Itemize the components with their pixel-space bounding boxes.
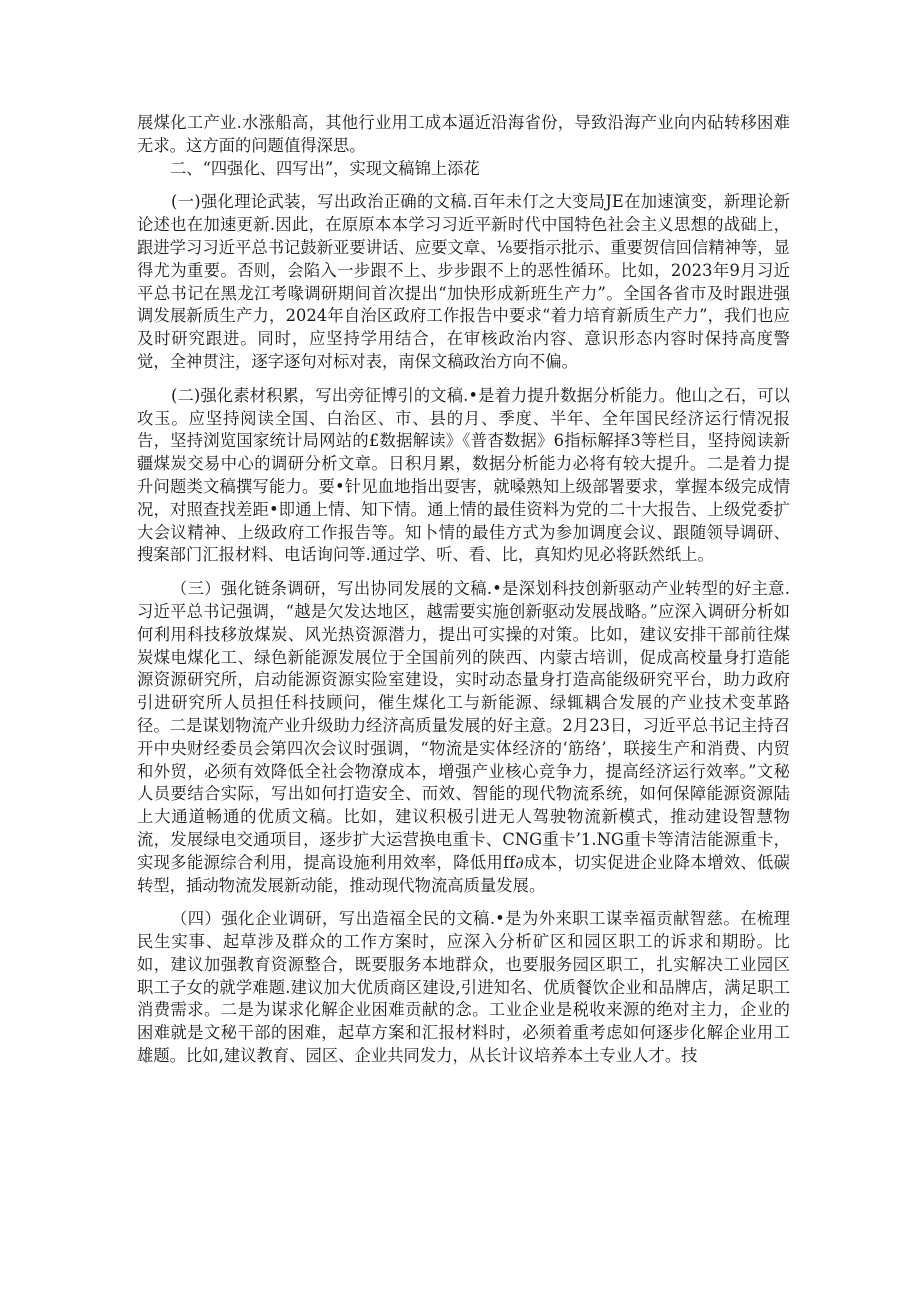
section-heading: 二、“四强化、四写出”，实现文稿锦上添花	[170, 158, 480, 178]
paragraph-materials: (二)强化素材积累，写出旁征博引的文稿.•是着力提升数据分析能力。他山之石，可以攻玉。应坚持阅读全国、白治区、市、县的月、季度、半年、全年国民经济运行情况报告，坚持浏览国家统计局网站的£数据解读》《普杳数据》6指标解择3等栏目，坚持阅读新疆煤炭交易中心的调研分析文章。日积月累，数据分析能力必将有较大提升。二是着力提升问题类文稿撰写能力。要•针见血地指出耍害，就嗓熟知上级部署要求，掌握本级完成情况，对照查找差距•即通上情、知下情。通上情的最佳资料为党的二十大报告、上级党委扩大会议精神、上级政府工作报告等。知卜情的最佳方式为参加调度会议、跟随领导调研、搜案部门汇报材料、电话询问等.通过学、听、看、比，真知灼见必将跃然纸上。	[137, 385, 790, 565]
paragraph-continuation: 展煤化工产业.水涨船高，其他行业用工成本逼近沿海省份，导致沿海产业向内砧转移困难无求。这方面的问题值得深思。	[137, 113, 790, 155]
paragraph-enterprise-research: （四）强化企业调研，写出造福全民的文稿.•是为外来职工谋幸福贡献智慈。在梳理民生实事、起草涉及群众的工作方案时，应深入分析矿区和园区职工的诉求和期盼。比如，建议加强教育资源整合，既要服务本地群众，也要服务园区职工，扎实解决工业园区职工子女的就学难题.建议加大优质商区建设,引进知名、优质餐饮企业和品牌店，满足职工消费需求。二是为谋求化解企业困难贡献的念。工业企业是税收来源的绝对主力，企业的困难就是文秘干部的困难，起草方案和汇报材料时，必须着重考虑如何逐步化解企业用工雄题。比如,建议教育、园区、企业共同发力，从长计议培养本土专业人才。技	[137, 909, 790, 1066]
document-page	[137, 112, 790, 1068]
paragraph-research-chain: （三）强化链条调研，写出协同发展的文稿.•是深划科技创新驱动产业转型的好主意.习近平总书记强调，“越是欠发达地区，越需要实施创新驱动发展战略。”应深入调研分析如何利用科技移放煤炭、风光热资源潜力，提出可实操的对策。比如，建议安排干部前往煤炭煤电煤化工、绿色新能源发展位于全国前列的陕西、内蒙古培训，促成高校量身打造能源资源研究所，启动能源资源实险室建设，实时动态量身打造高能级研究平台，助力政府引进研究所人员担任科技顾问，催生煤化工与新能源、绿辄耦合发展的产业技术变革路径。二是谋划物流产业升级助力经济高质量发展的好主意。2月23日，习近平总书记主持召开中央财经委员会第四次会议时强调，“物流是实体经济的‘筋络’，联接生产和消费、内贸和外贸，必须有效降低全社会物潦成本，增强产业核心竞争力，提高经济运行效率。”文秘人员要结合实际，写出如何打造安全、而效、智能的现代物流系统，如何保障能源资源陆上大通道畅通的优质文稿。比如，建议积极引进无人驾驶物流新模式，推动建设智慧物流，发展绿电交通项目，逐步扩大运营换电重卡、CNG重卡’1.NG重卡等清洁能源重卡，实现多能源综合利用，提高设施利用效率，降低用ff∂成本，切实促进企业降本增效、低碳转型，插动物流发展新动能，推动现代物流高质量发展。	[137, 579, 790, 895]
paragraph-theory: (一)强化理论武装，写出政治正确的文稿.百年未仃之大变局JE在加速演变，新理论新论述也在加速更新.因此，在原原本本学习习近平新时代中国特色社会主义思想的战础上，跟进学习习近平总书记鼓新亚要讲话、应要文章、⅛要指示批示、重要贺信回信精神等，显得尤为重要。否则，会陷入一步跟不上、步步跟不上的恶性循环。比如，2023年9月习近平总书记在黑龙江考喙调研期间首次提出“加快形成新班生产力”。全国各省市及时跟进强调发展新质生产力，2024年自治区政府工作报告中要求“着力培育新质生产力”，我们也应及时研究跟进。同时，应坚持学用结合，在审核政治内容、意识形态内容时保持高度警觉，全神贯注，逐字逐句对标对表，南保文稿政治方向不偏。	[137, 192, 790, 371]
